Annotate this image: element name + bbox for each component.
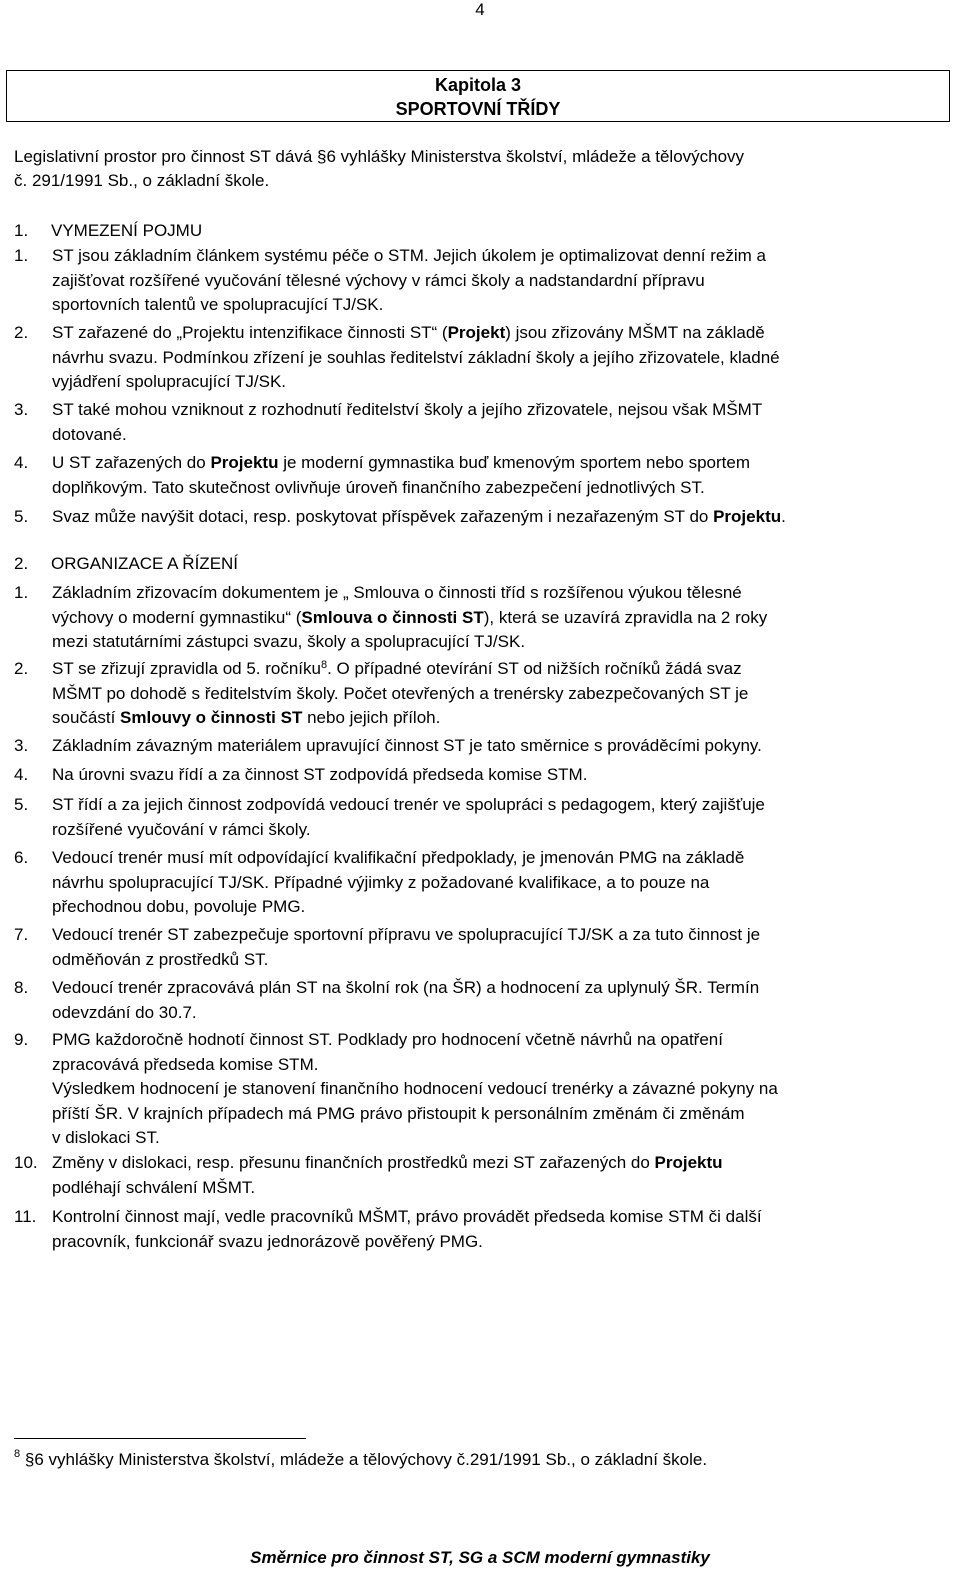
item-line: Základním závazným materiálem upravující činnost ST je tato směrnice s prováděcími pokyny. [52, 736, 762, 755]
item-number: 4. [14, 453, 29, 472]
list-item [14, 321, 934, 395]
bold-term: Smlouvy o činnosti ST [120, 708, 303, 727]
item-line: sportovních talentů ve spolupracující TJ/SK. [52, 295, 384, 314]
section-heading-1 [14, 219, 202, 243]
item-number: 7. [14, 925, 29, 944]
item-line: Kontrolní činnost mají, vedle pracovníků MŠMT, právo provádět předseda komise STM či další [52, 1207, 762, 1226]
footnote-reference: 8 [320, 659, 328, 671]
item-line: zajišťovat rozšířené vyučování tělesné výchovy v rámci školy a nadstandardní přípravu [52, 270, 705, 290]
bold-term: Projektu [210, 453, 279, 472]
page-footer: Směrnice pro činnost ST, SG a SCM moderní gymnastiky [250, 1548, 710, 1567]
list-item [14, 581, 934, 655]
item-line: Změny v dislokaci, resp. přesunu finančních prostředků mezi ST zařazených do Projektu [52, 1153, 723, 1172]
list-item [14, 1205, 934, 1254]
item-number: 6. [14, 848, 29, 867]
item-line: MŠMT po dohodě s ředitelstvím školy. Počet otevřených a trenérsky zabezpečovaných ST je [52, 683, 749, 703]
item-line: Vedoucí trenér ST zabezpečuje sportovní přípravu ve spolupracující TJ/SK a za tuto činnost je [52, 925, 761, 944]
item-number: 5. [14, 795, 29, 814]
item-line: příští ŠR. V krajních případech má PMG právo přistoupit k personálním změnám či změnám [52, 1103, 745, 1123]
intro-line: Legislativní prostor pro činnost ST dává §6 vyhlášky Ministerstva školství, mládeže a tělovýchovy [14, 147, 745, 166]
item-line: Svaz může navýšit dotaci, resp. poskytovat příspěvek zařazeným i nezařazeným ST do Projektu. [52, 507, 786, 526]
footnote-divider [14, 1438, 306, 1439]
item-line: pracovník, funkcionář svazu jednorázově pověřený PMG. [52, 1231, 483, 1251]
list-item [14, 1028, 934, 1151]
bold-term: Projektu [713, 507, 782, 526]
item-line: přechodnou dobu, povoluje PMG. [52, 897, 306, 916]
item-line: odměňován z prostředků ST. [52, 949, 269, 969]
item-number: 8. [14, 978, 29, 997]
list-item [14, 923, 934, 972]
item-line: Výsledkem hodnocení je stanovení finančního hodnocení vedoucí trenérky a závazné pokyny na [52, 1079, 778, 1098]
list-item [14, 451, 934, 500]
item-number: 2. [14, 659, 29, 678]
section-heading-2 [14, 552, 238, 576]
item-line: návrhu spolupracující TJ/SK. Případné výjimky z požadované kvalifikace, a to pouze na [52, 872, 710, 892]
list-item [14, 846, 934, 920]
item-line: doplňkovým. Tato skutečnost ovlivňuje úroveň finančního zabezpečení jednotlivých ST. [52, 477, 705, 497]
item-line: ST také mohou vzniknout z rozhodnutí ředitelství školy a jejího zřizovatele, nejsou však MŠMT [52, 400, 763, 419]
item-number: 3. [14, 736, 29, 755]
item-line: návrhu svazu. Podmínkou zřízení je souhlas ředitelství základní školy a jejího zřizovatele, kladné [52, 347, 780, 367]
item-line: Základním zřizovacím dokumentem je „ Smlouva o činnosti tříd s rozšířenou výukou tělesné [52, 583, 742, 602]
section-number: 2. [14, 554, 29, 573]
chapter-number: Kapitola 3 [434, 75, 522, 95]
list-item [14, 505, 934, 530]
footnote-text: §6 vyhlášky Ministerstva školství, mládeže a tělovýchovy č.291/1991 Sb., o základní škole. [24, 1450, 708, 1469]
item-line: ST řídí a za jejich činnost zodpovídá vedoucí trenér ve spolupráci s pedagogem, který zajišťuje [52, 795, 765, 814]
item-line: Vedoucí trenér zpracovává plán ST na školní rok (na ŠR) a hodnocení za uplynulý ŠR. Termín [52, 978, 760, 997]
item-number: 4. [14, 765, 29, 784]
page-number: 4 [475, 0, 485, 19]
item-line: podléhají schválení MŠMT. [52, 1177, 256, 1197]
item-line: v dislokaci ST. [52, 1128, 160, 1147]
item-line: ST se zřizují zpravidla od 5. ročníku$^8$. O případné otevírání ST od nižších ročníků žádá svaz [52, 659, 742, 678]
list-item [14, 244, 934, 318]
item-line: součástí Smlouvy o činnosti ST nebo jejich příloh. [52, 708, 441, 727]
item-line: ST jsou základním článkem systému péče o STM. Jejich úkolem je optimalizovat denní režim a [52, 246, 766, 265]
list-item [14, 1151, 934, 1200]
list-item [14, 763, 934, 788]
item-line: zpracovává předseda komise STM. [52, 1054, 319, 1074]
item-number: 11. [14, 1207, 37, 1226]
item-line: Na úrovni svazu řídí a za činnost ST zodpovídá předseda komise STM. [52, 765, 588, 784]
item-line: mezi statutárními zástupci svazu, školy a spolupracující TJ/SK. [52, 632, 526, 651]
bold-term: Projektu [654, 1153, 723, 1172]
chapter-heading-box [6, 70, 950, 122]
item-number: 5. [14, 507, 29, 526]
item-line: PMG každoročně hodnotí činnost ST. Podklady pro hodnocení včetně návrhů na opatření [52, 1030, 723, 1049]
intro-paragraph [14, 145, 934, 193]
item-number: 10. [14, 1153, 38, 1172]
item-line: dotované. [52, 424, 127, 444]
item-line: U ST zařazených do Projektu je moderní gymnastika buď kmenovým sportem nebo sportem [52, 453, 751, 472]
item-line: vyjádření spolupracující TJ/SK. [52, 372, 287, 391]
item-number: 3. [14, 400, 29, 419]
chapter-title: SPORTOVNÍ TŘÍDY [395, 99, 561, 119]
section-title: ORGANIZACE A ŘÍZENÍ [51, 554, 239, 573]
item-line: Vedoucí trenér musí mít odpovídající kvalifikační předpoklady, je jmenován PMG na základě [52, 848, 745, 867]
item-line: odevzdání do 30.7. [52, 1002, 197, 1022]
list-item [14, 793, 934, 842]
section-title: VYMEZENÍ POJMU [51, 221, 203, 240]
item-line: ST zařazené do „Projektu intenzifikace činnosti ST“ (Projekt) jsou zřizovány MŠMT na základě [52, 323, 765, 342]
item-number: 9. [14, 1030, 29, 1049]
item-line: rozšířené vyučování v rámci školy. [52, 819, 311, 839]
list-item [14, 398, 934, 447]
item-line: výchovy o moderní gymnastiku“ (Smlouva o činnosti ST), která se uzavírá zpravidla na 2 roky [52, 607, 768, 627]
footnote [14, 1449, 934, 1471]
footnote-mark: 8 [14, 1448, 21, 1460]
bold-term: Smlouva o činnosti ST [301, 607, 484, 627]
intro-line: č. 291/1991 Sb., o základní škole. [14, 171, 270, 190]
list-item [14, 734, 934, 759]
section-number: 1. [14, 221, 29, 240]
list-item [14, 976, 934, 1025]
item-number: 2. [14, 323, 29, 342]
item-number: 1. [14, 246, 29, 265]
item-number: 1. [14, 583, 29, 602]
list-item [14, 657, 934, 731]
bold-term: Projekt [447, 323, 506, 342]
